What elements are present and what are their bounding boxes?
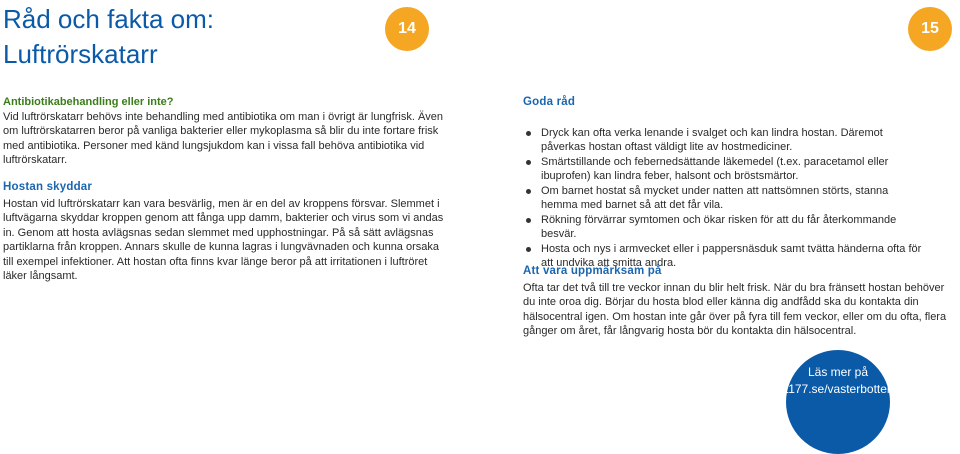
read-more-line-1: Läs mer på bbox=[807, 365, 869, 379]
page-number-right: 15 bbox=[908, 7, 952, 51]
section-advice bbox=[523, 95, 928, 271]
read-more-line-2: 1177.se/vasterbotten bbox=[782, 382, 894, 396]
page-title bbox=[3, 2, 214, 72]
title-line-1: Råd och fakta om: bbox=[3, 4, 214, 34]
advice-heading: Goda råd bbox=[523, 96, 576, 108]
antibiotics-heading: Antibiotikabehandling eller inte? bbox=[3, 96, 174, 108]
attention-text: Ofta tar det två till tre veckor innan du blir helt frisk. När du bra fränsett hostan behöver du inte oroa dig. Börjar du hosta blod eller känna dig andfådd ska du kontakta din hälsocentral igen. Om hostan inte går över på fyra till fem veckor, eller om du ofta, flera gånger om året, får långvarig hosta bör du kontakta din hälsocentral. bbox=[523, 281, 947, 337]
advice-item: Hosta och nys i armvecket eller i pappersnäsduk samt tvätta händerna ofta för att undvika att smitta andra. bbox=[523, 242, 928, 271]
attention-heading: Att vara uppmärksam på bbox=[523, 265, 662, 277]
read-more-link[interactable] bbox=[782, 350, 894, 454]
advice-item: Smärtstillande och febernedsättande läkemedel (t.ex. paracetamol eller ibuprofen) kan lindra feber, halsont och bröstsmärtor. bbox=[523, 155, 928, 184]
left-page bbox=[0, 0, 480, 448]
section-cough bbox=[3, 180, 448, 284]
advice-item: Dryck kan ofta verka lenande i svalget och kan lindra hostan. Däremot påverkas hostan oftast väldigt lite av hostmediciner. bbox=[523, 126, 928, 155]
advice-list bbox=[523, 126, 928, 271]
antibiotics-text: Vid luftrörskatarr behövs inte behandling med antibiotika om man i övrigt är lungfrisk. Även om luftrörskatarren beror på vanliga bakterier eller mykoplasma så blir du inte fortare frisk med antibiotika. Personer med känd lungsjukdom kan i vissa fall behöva antibiotika vid luftrörskatarr. bbox=[3, 110, 444, 166]
page-number-left: 14 bbox=[385, 7, 429, 51]
advice-item: Om barnet hostat så mycket under natten att nattsömnen störts, stanna hemma med barnet så att det får vila. bbox=[523, 184, 928, 213]
title-line-2: Luftrörskatarr bbox=[3, 39, 158, 69]
right-page bbox=[480, 0, 960, 448]
advice-item: Rökning förvärrar symtomen och ökar risken för att du får återkommande besvär. bbox=[523, 213, 928, 242]
cough-text: Hostan vid luftrörskatarr kan vara besvärlig, men är en del av kroppens försvar. Slemmet i luftvägarna skyddar kroppen genom att fånga upp damm, bakterier och virus som vi andas in. Genom att hosta avlägsnas sedan slemmet med upphostningar. På så sätt avlägsnas partiklarna från kroppen. Annars skulle de kunna lagras i lungvävnaden och kunna orsaka till exempel infektioner. Att hostan ofta finns kvar länge beror på att irritationen i luftröret läker långsamt. bbox=[3, 197, 444, 282]
cough-heading: Hostan skyddar bbox=[3, 181, 93, 193]
section-attention bbox=[523, 264, 958, 339]
section-antibiotics bbox=[3, 95, 448, 168]
